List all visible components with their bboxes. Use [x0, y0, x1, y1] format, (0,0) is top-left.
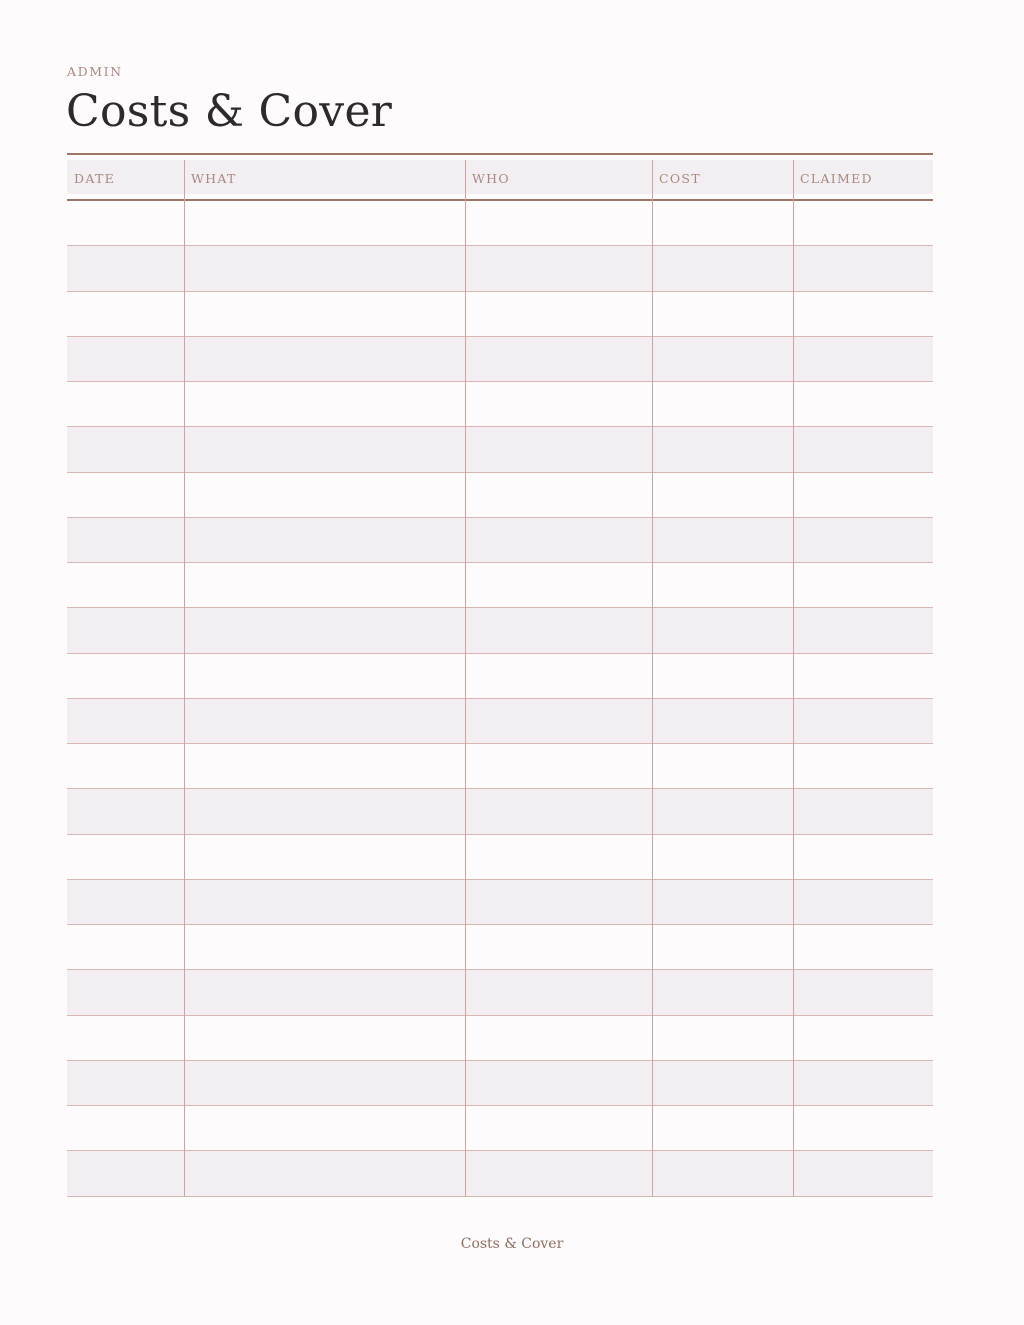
- table-row[interactable]: [67, 654, 933, 699]
- column-divider: [652, 160, 653, 1197]
- table-row[interactable]: [67, 382, 933, 427]
- footer-title: Costs & Cover: [460, 1236, 564, 1252]
- table-row[interactable]: [67, 518, 933, 563]
- table-row[interactable]: [67, 608, 933, 653]
- column-header-cost: COST: [659, 171, 701, 186]
- table-row[interactable]: [67, 744, 933, 789]
- table-row[interactable]: [67, 1151, 933, 1196]
- table-row[interactable]: [67, 563, 933, 608]
- page-title: Costs & Cover: [66, 86, 393, 137]
- table-row[interactable]: [67, 699, 933, 744]
- table-row[interactable]: [67, 337, 933, 382]
- column-header-date: DATE: [74, 171, 116, 186]
- table-row[interactable]: [67, 925, 933, 970]
- column-divider: [793, 160, 794, 1197]
- table-row[interactable]: [67, 1106, 933, 1151]
- table-row[interactable]: [67, 1016, 933, 1061]
- column-divider: [465, 160, 466, 1197]
- column-divider: [184, 160, 185, 1197]
- table-row[interactable]: [67, 246, 933, 291]
- table-row[interactable]: [67, 201, 933, 246]
- top-rule: [67, 153, 933, 155]
- table-row[interactable]: [67, 1061, 933, 1106]
- column-header-who: WHO: [472, 171, 510, 186]
- table-row[interactable]: [67, 473, 933, 518]
- table-row[interactable]: [67, 880, 933, 925]
- section-label: ADMIN: [67, 64, 123, 79]
- table-row[interactable]: [67, 427, 933, 472]
- table-row[interactable]: [67, 292, 933, 337]
- column-header-claimed: CLAIMED: [800, 171, 873, 186]
- table-row[interactable]: [67, 789, 933, 834]
- row-divider: [67, 1196, 933, 1197]
- column-header-what: WHAT: [191, 171, 237, 186]
- table-row[interactable]: [67, 835, 933, 880]
- table-row[interactable]: [67, 970, 933, 1015]
